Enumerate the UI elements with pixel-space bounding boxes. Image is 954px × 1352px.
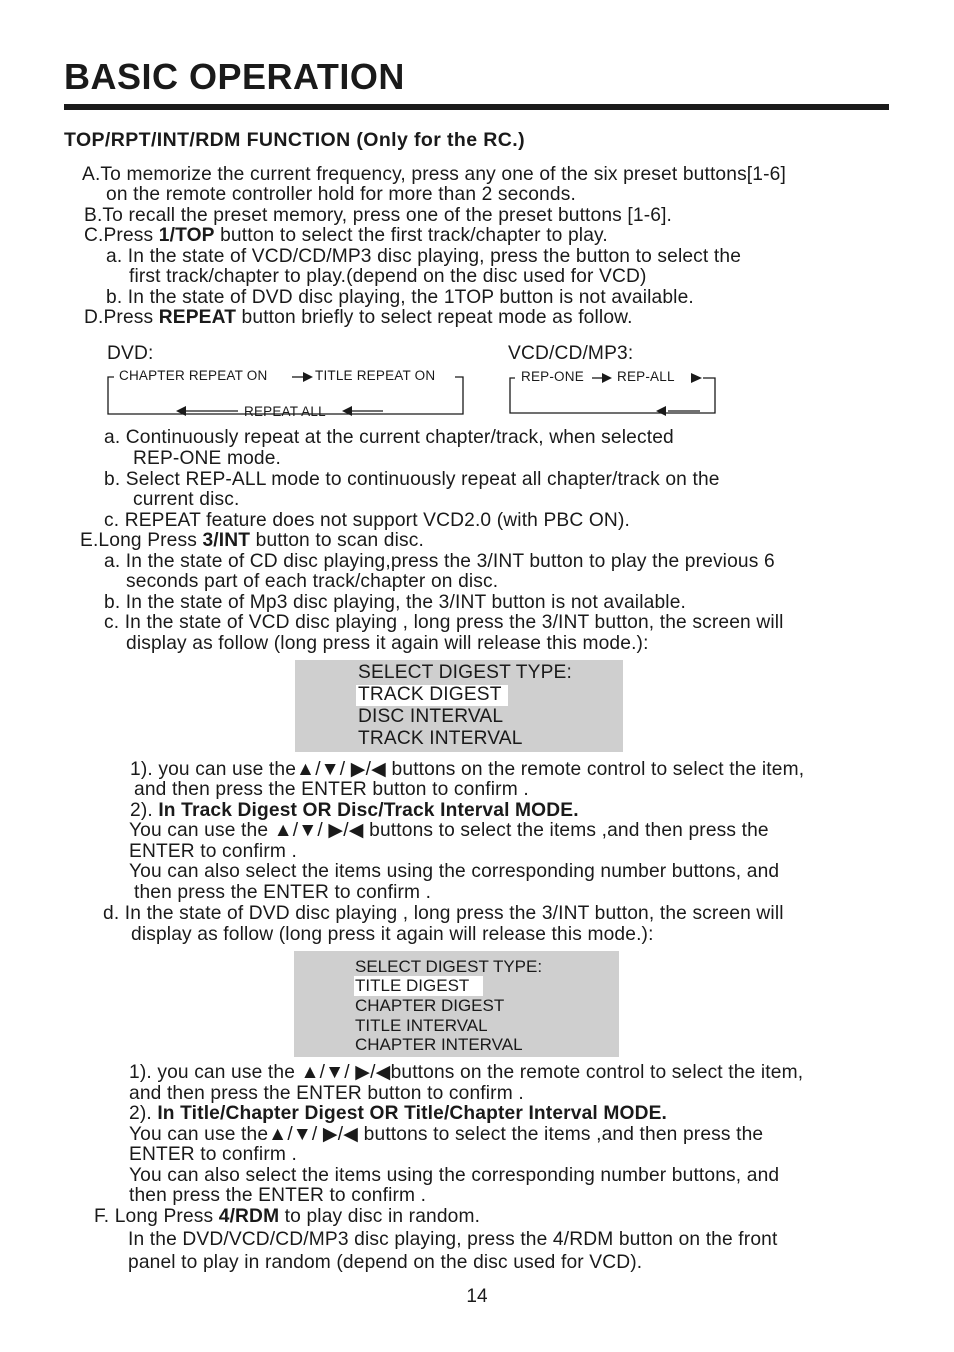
key-4-rdm: 4/RDM — [218, 1206, 280, 1227]
arrow-keys-icon: ▲/▼/ ▶/◀ — [296, 759, 387, 780]
section-e-c-line1: c. In the state of VCD disc playing , long press the 3/INT button, the screen will — [104, 612, 784, 633]
section-e-a-line1: a. In the state of CD disc playing,press the 3/INT button to play the previous 6 — [104, 551, 775, 572]
section-f-heading: F. Long Press 4/RDM to play disc in random. — [94, 1206, 481, 1227]
vcd-step2-line3: You can also select the items using the corresponding number buttons, and — [129, 861, 780, 882]
section-a-line1: A.To memorize the current frequency, press any one of the six preset buttons[1-6] — [82, 164, 786, 185]
vcd-step2-line1: You can use the ▲/▼/ ▶/◀ buttons to select the items ,and then press the — [129, 820, 769, 841]
vcd-step2-line4: then press the ENTER to confirm . — [134, 882, 432, 903]
section-d-b-line2: current disc. — [133, 489, 240, 510]
dvd-repeat-label: DVD: — [107, 343, 154, 364]
dvd-step2-heading: 2). In Title/Chapter Digest OR Title/Chapter Interval MODE. — [129, 1103, 668, 1124]
arrow-keys-icon: ▲/▼/ ▶/◀ — [268, 1124, 359, 1145]
vcd-step-rep-one: REP-ONE — [521, 369, 584, 384]
key-repeat: REPEAT — [158, 307, 237, 328]
vcd-step1-line1: 1). you can use the▲/▼/ ▶/◀ buttons on the remote control to select the item, — [130, 759, 805, 780]
key-1-top: 1/TOP — [158, 225, 215, 246]
section-e-heading: E.Long Press 3/INT button to scan disc. — [80, 530, 424, 551]
vcd-step1-line2: and then press the ENTER button to confirm . — [134, 779, 529, 800]
section-subtitle: TOP/RPT/INT/RDM FUNCTION (Only for the RC.) — [64, 129, 525, 151]
section-c-b-line1: b. In the state of DVD disc playing, the 1TOP button is not available. — [106, 287, 694, 308]
page-number: 14 — [466, 1286, 488, 1307]
page-title: BASIC OPERATION — [64, 56, 405, 97]
vcd-digest-menu — [295, 660, 623, 752]
dvd-menu-heading: SELECT DIGEST TYPE: — [355, 957, 543, 976]
key-3-int: 3/INT — [202, 530, 251, 551]
section-d-c-line1: c. REPEAT feature does not support VCD2.0 (with PBC ON). — [104, 510, 630, 531]
section-c-heading: C.Press 1/TOP button to select the first track/chapter to play. — [84, 225, 608, 246]
vcd-menu-item-track-interval[interactable]: TRACK INTERVAL — [358, 728, 523, 749]
dvd-menu-item-title-digest[interactable]: TITLE DIGEST — [354, 976, 483, 996]
vcd-repeat-label: VCD/CD/MP3: — [508, 343, 634, 364]
section-a-line2: on the remote controller hold for more than 2 seconds. — [106, 184, 576, 205]
arrow-keys-icon: ▲/▼/ ▶/◀ — [273, 820, 364, 841]
vcd-step2-line2: ENTER to confirm . — [129, 841, 297, 862]
dvd-digest-menu — [294, 951, 619, 1057]
section-b-line1: B.To recall the preset memory, press one of the preset buttons [1-6]. — [84, 205, 673, 226]
dvd-step2-line3: You can also select the items using the corresponding number buttons, and — [129, 1165, 780, 1186]
section-c-a-line2: first track/chapter to play.(depend on the disc used for VCD) — [129, 266, 647, 287]
section-e-a-line2: seconds part of each track/chapter on disc. — [126, 571, 499, 592]
vcd-step2-heading: 2). In Track Digest OR Disc/Track Interval MODE. — [130, 800, 579, 821]
section-c-a-line1: a. In the state of VCD/CD/MP3 disc playing, press the button to select the — [106, 246, 742, 267]
section-d-heading: D.Press REPEAT button briefly to select repeat mode as follow. — [84, 307, 633, 328]
vcd-step-rep-all: REP-ALL — [617, 369, 675, 384]
section-d-a-line2: REP-ONE mode. — [133, 448, 282, 469]
dvd-step-chapter-repeat: CHAPTER REPEAT ON — [119, 368, 268, 383]
dvd-menu-item-chapter-digest[interactable]: CHAPTER DIGEST — [355, 996, 505, 1015]
dvd-step-title-repeat: TITLE REPEAT ON — [315, 368, 436, 383]
section-e-b-line1: b. In the state of Mp3 disc playing, the 3/INT button is not available. — [104, 592, 686, 613]
section-d-b-line1: b. Select REP-ALL mode to continuously repeat all chapter/track on the — [104, 469, 720, 490]
section-e-d-line2: display as follow (long press it again will release this mode.): — [131, 924, 654, 945]
section-e-c-line2: display as follow (long press it again will release this mode.): — [126, 633, 649, 654]
vcd-menu-item-disc-interval[interactable]: DISC INTERVAL — [358, 706, 504, 727]
dvd-step1-line2: and then press the ENTER button to confirm . — [129, 1083, 524, 1104]
dvd-menu-item-title-interval[interactable]: TITLE INTERVAL — [355, 1016, 488, 1035]
dvd-step2-line2: ENTER to confirm . — [129, 1144, 297, 1165]
dvd-step2-line1: You can use the▲/▼/ ▶/◀ buttons to select the items ,and then press the — [129, 1124, 764, 1145]
section-f-line1: In the DVD/VCD/CD/MP3 disc playing, press the 4/RDM button on the front — [128, 1229, 778, 1250]
dvd-step2-line4: then press the ENTER to confirm . — [129, 1185, 427, 1206]
dvd-menu-item-chapter-interval[interactable]: CHAPTER INTERVAL — [355, 1035, 523, 1054]
section-e-d-line1: d. In the state of DVD disc playing , long press the 3/INT button, the screen will — [103, 903, 784, 924]
arrow-keys-icon: ▲/▼/ ▶/◀ — [300, 1062, 391, 1083]
section-d-a-line1: a. Continuously repeat at the current chapter/track, when selected — [104, 427, 674, 448]
vcd-menu-item-track-digest[interactable]: TRACK DIGEST — [356, 685, 508, 706]
vcd-menu-heading: SELECT DIGEST TYPE: — [358, 662, 572, 683]
dvd-step-repeat-all: REPEAT ALL — [244, 404, 326, 419]
section-f-line2: panel to play in random (depend on the disc used for VCD). — [128, 1252, 643, 1273]
dvd-step1-line1: 1). you can use the ▲/▼/ ▶/◀buttons on the remote control to select the item, — [129, 1062, 804, 1083]
